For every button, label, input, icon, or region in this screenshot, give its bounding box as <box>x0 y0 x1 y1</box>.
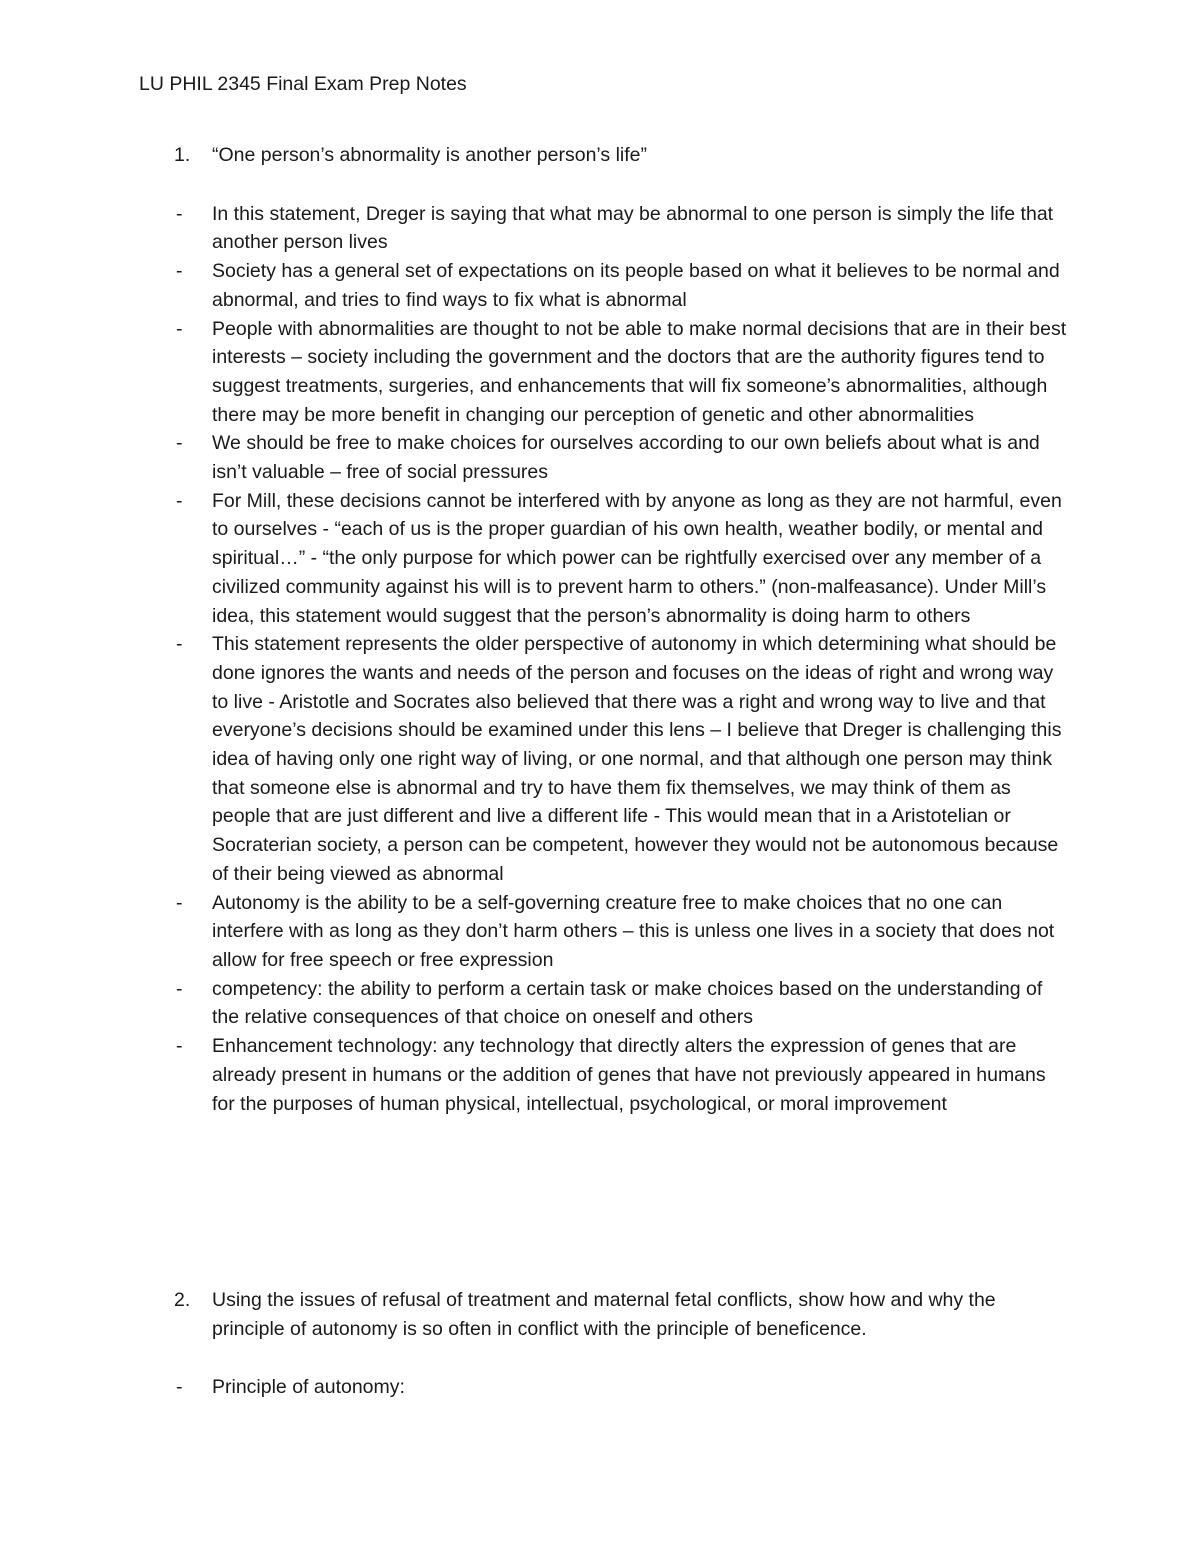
question-number: 1. <box>174 144 191 166</box>
document-title: LU PHIL 2345 Final Exam Prep Notes <box>139 73 467 95</box>
bullet-text: In this statement, Dreger is saying that what may be abnormal to one person is simply the life that another person lives <box>212 202 1054 254</box>
question-number: 2. <box>174 1289 191 1311</box>
question-heading <box>0 141 1072 170</box>
bullet-text: We should be free to make choices for ourselves according to our own beliefs about what is and isn’t valuable – free of social pressures <box>212 432 1040 484</box>
bullet-list <box>0 200 1200 1119</box>
list-item <box>0 630 1067 888</box>
bullet-marker: - <box>176 1035 183 1058</box>
question-text: Using the issues of refusal of treatment and maternal fetal conflicts, show how and why the principle of autonomy is so often in conflict with the principle of beneficence. <box>212 1289 996 1340</box>
bullet-text: competency: the ability to perform a certain task or make choices based on the understanding of the relative consequences of that choice on oneself and others <box>212 977 1043 1029</box>
bullet-list <box>0 1373 1200 1402</box>
bullet-marker: - <box>176 432 183 455</box>
bullet-marker: - <box>176 260 183 283</box>
question-heading <box>0 1286 1072 1343</box>
list-item <box>0 200 1067 257</box>
bullet-marker: - <box>176 202 183 225</box>
bullet-text: Enhancement technology: any technology that directly alters the expression of genes that are already present in humans or the addition of genes that have not previously appeared in humans for the purposes of human physical, intellectual, psychological, or moral improvement <box>212 1035 1046 1115</box>
bullet-marker: - <box>176 1376 183 1399</box>
list-item <box>0 315 1067 430</box>
bullet-text: Society has a general set of expectations on its people based on what it believes to be normal and abnormal, and tries to find ways to fix what is abnormal <box>212 260 1060 311</box>
list-item <box>0 487 1067 631</box>
list-item <box>0 889 1067 975</box>
bullet-text: For Mill, these decisions cannot be interfered with by anyone as long as they are not harmful, even to ourselves - “each of us is the proper guardian of his own health, weather bodily, or mental and spiritual…” - “the only purpose for which power can be rightfully exercised over any member of a civilized community against his will is to prevent harm to others.” (non-malfeasance). Under Mill’s idea, this statement would suggest that the person’s abnormality is doing harm to others <box>212 489 1062 627</box>
question-text: “One person’s abnormality is another person’s life” <box>212 144 647 166</box>
list-item <box>0 975 1067 1032</box>
bullet-marker: - <box>176 317 183 340</box>
list-item <box>0 429 1067 486</box>
list-item <box>0 257 1067 314</box>
question-section-1 <box>0 141 1200 1118</box>
bullet-text: Autonomy is the ability to be a self-governing creature free to make choices that no one can interfere with as long as they don’t harm others – this is unless one lives in a society that does not allow for free speech or free expression <box>212 891 1055 971</box>
bullet-text: This statement represents the older perspective of autonomy in which determining what should be done ignores the wants and needs of the person and focuses on the ideas of right and wrong way to live - Aristotle and Socrates also believed that there was a right and wrong way to live and that everyone’s decisions should be examined under this lens – I believe that Dreger is challenging this idea of having only one right way of living, or one normal, and that although one person may think that someone else is abnormal and try to have them fix themselves, we may think of them as people that are just different and live a different life - This would mean that in a Aristotelian or Socraterian society, a person can be competent, however they would not be autonomous because of their being viewed as abnormal <box>212 633 1062 885</box>
list-item <box>0 1032 1067 1118</box>
bullet-marker: - <box>176 633 183 656</box>
question-section-2 <box>0 1286 1200 1402</box>
bullet-marker: - <box>176 891 183 914</box>
bullet-text: People with abnormalities are thought to not be able to make normal decisions that are in their best interests – society including the government and the doctors that are the authority figures tend to suggest treatments, surgeries, and enhancements that will fix someone’s abnormalities, although there may be more benefit in changing our perception of genetic and other abnormalities <box>212 317 1067 426</box>
bullet-marker: - <box>176 489 183 512</box>
bullet-text: Principle of autonomy: <box>212 1376 405 1399</box>
list-item <box>0 1373 1067 1402</box>
bullet-marker: - <box>176 977 183 1000</box>
